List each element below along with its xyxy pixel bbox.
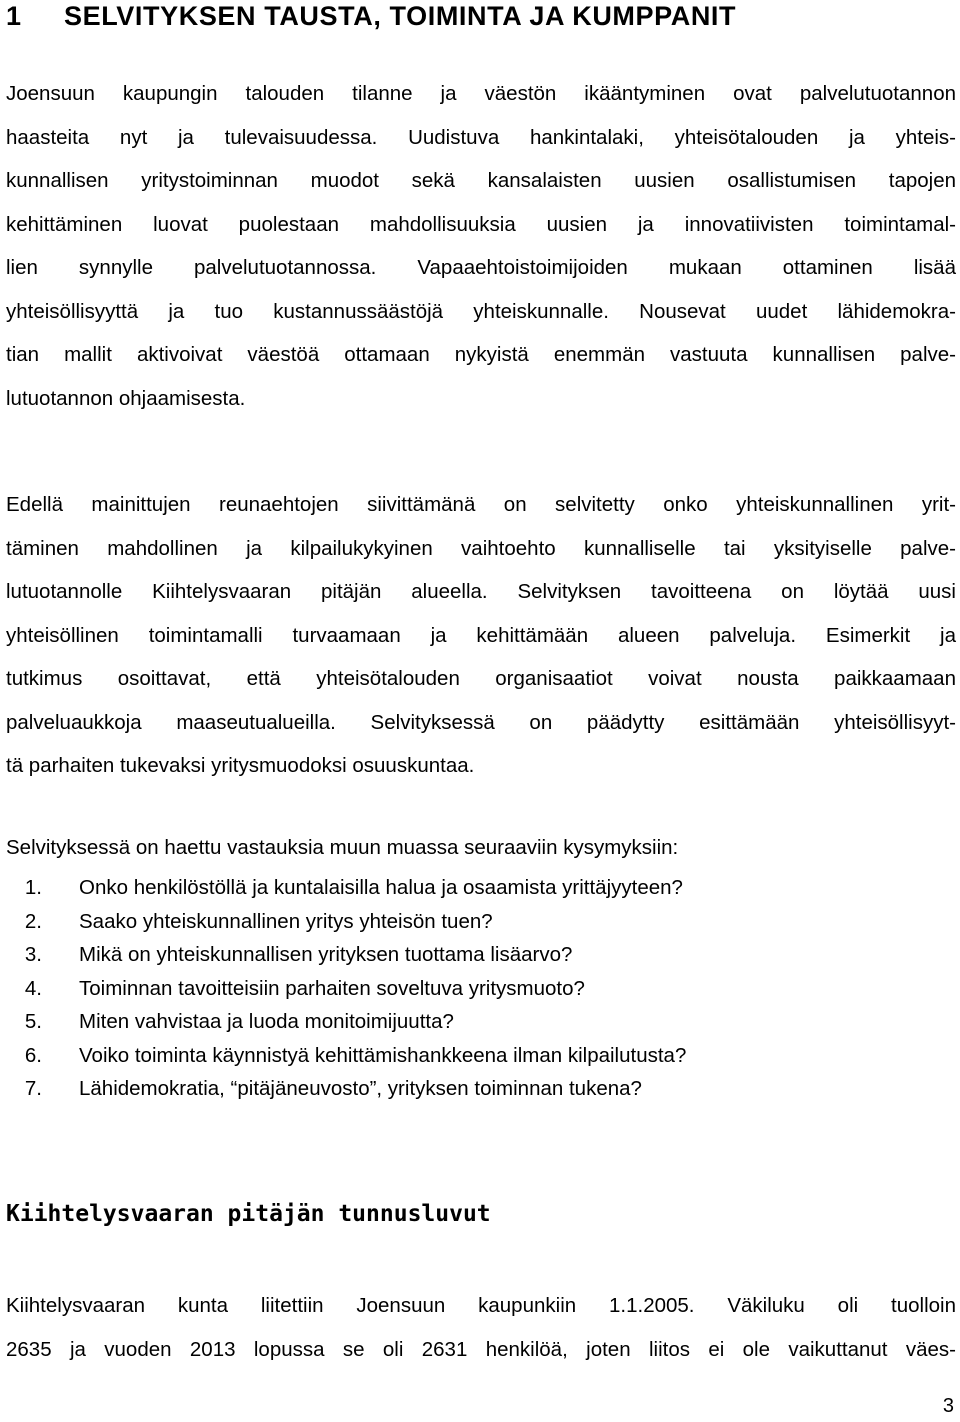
section-title: SELVITYKSEN TAUSTA, TOIMINTA JA KUMPPANIT [64, 1, 737, 31]
question-number: 6. [24, 1043, 42, 1067]
list-item [6, 905, 686, 939]
list-item [6, 938, 686, 972]
question-text: Miten vahvistaa ja luoda monitoimijuutta? [79, 1010, 454, 1033]
page-number: 3 [942, 1395, 954, 1417]
paragraph-line: tä parhaiten tukevaksi yritysmuodoksi osuuskuntaa. [6, 754, 475, 777]
paragraph-line: yhteisöllinen toimintamalli turvaamaan ja kehittämään alueen palveluja. Esimerkit ja [6, 623, 956, 647]
question-number: 7. [24, 1077, 42, 1100]
paragraph-line: Kiihtelysvaaran kunta liitettiin Joensuun kaupunkiin 1.1.2005. Väkiluku oli tuolloin [6, 1294, 956, 1317]
list-item [6, 1072, 686, 1106]
paragraph-line: Selvityksessä on haettu vastauksia muun muassa seuraaviin kysymyksiin: [6, 836, 679, 859]
question-text: Onko henkilöstöllä ja kuntalaisilla halua ja osaamista yrittäjyyteen? [79, 876, 683, 899]
list-item [6, 1005, 686, 1039]
questions-list [6, 871, 686, 1106]
paragraph-line: lien synnylle palvelutuotannossa. Vapaaehtoistoimijoiden mukaan ottaminen lisää [6, 256, 956, 279]
paragraph-line: lutuotannolle Kiihtelysvaaran pitäjän alueella. Selvityksen tavoitteena on löytää uusi [6, 580, 956, 603]
list-item [6, 871, 686, 905]
intro-paragraph [6, 72, 956, 420]
question-text: Toiminnan tavoitteisiin parhaiten soveltuva yritysmuoto? [79, 976, 585, 1000]
paragraph-line: täminen mahdollinen ja kilpailukykyinen vaihtoehto kunnalliselle tai yksityiselle palve- [6, 536, 956, 560]
section-heading [6, 0, 736, 32]
question-text: Voiko toiminta käynnistyä kehittämishankkeena ilman kilpailutusta? [79, 1043, 687, 1067]
background-paragraph [6, 483, 956, 788]
paragraph-line: kehittäminen luovat puolestaan mahdollisuuksia uusien ja innovatiivisten toimintamal- [6, 212, 956, 236]
statistics-paragraph [6, 1284, 956, 1371]
paragraph-line: tian mallit aktivoivat väestöä ottamaan nykyistä enemmän vastuuta kunnallisen palve- [6, 343, 956, 366]
question-number: 4. [24, 976, 42, 1000]
paragraph-line: haasteita nyt ja tulevaisuudessa. Uudistuva hankintalaki, yhteisötalouden ja yhteis- [6, 125, 956, 149]
paragraph-line: lutuotannon ohjaamisesta. [6, 386, 246, 410]
list-item [6, 972, 686, 1006]
paragraph-line: 2635 ja vuoden 2013 lopussa se oli 2631 henkilöä, joten liitos ei ole vaikuttanut väes- [6, 1337, 956, 1361]
question-text: Mikä on yhteiskunnallisen yrityksen tuottama lisäarvo? [79, 943, 573, 966]
section-number: 1 [6, 1, 22, 31]
paragraph-line: kunnallisen yritystoiminnan muodot sekä kansalaisten uusien osallistumisen tapojen [6, 169, 956, 192]
question-number: 3. [24, 943, 42, 966]
question-text: Lähidemokratia, “pitäjäneuvosto”, yrityksen toiminnan tukena? [79, 1077, 642, 1100]
questions-intro [6, 826, 956, 870]
paragraph-line: Edellä mainittujen reunaehtojen siivittämänä on selvitetty onko yhteiskunnallinen yrit- [6, 493, 956, 516]
question-number: 2. [24, 909, 42, 933]
question-number: 1. [24, 876, 42, 899]
paragraph-line: tutkimus osoittavat, että yhteisötalouden organisaatiot voivat nousta paikkaamaan [6, 667, 956, 690]
question-text: Saako yhteiskunnallinen yritys yhteisön tuen? [79, 909, 493, 933]
paragraph-line: Joensuun kaupungin talouden tilanne ja väestön ikääntyminen ovat palvelutuotannon [6, 82, 956, 105]
question-number: 5. [24, 1010, 42, 1033]
list-item [6, 1039, 686, 1073]
paragraph-line: yhteisöllisyyttä ja tuo kustannussäästöjä yhteiskunnalle. Nousevat uudet lähidemokra- [6, 299, 956, 323]
subsection-heading: Kiihtelysvaaran pitäjän tunnusluvut [6, 1201, 491, 1227]
paragraph-line: palveluaukkoja maaseutualueilla. Selvityksessä on päädytty esittämään yhteisöllisyyt- [6, 710, 956, 734]
